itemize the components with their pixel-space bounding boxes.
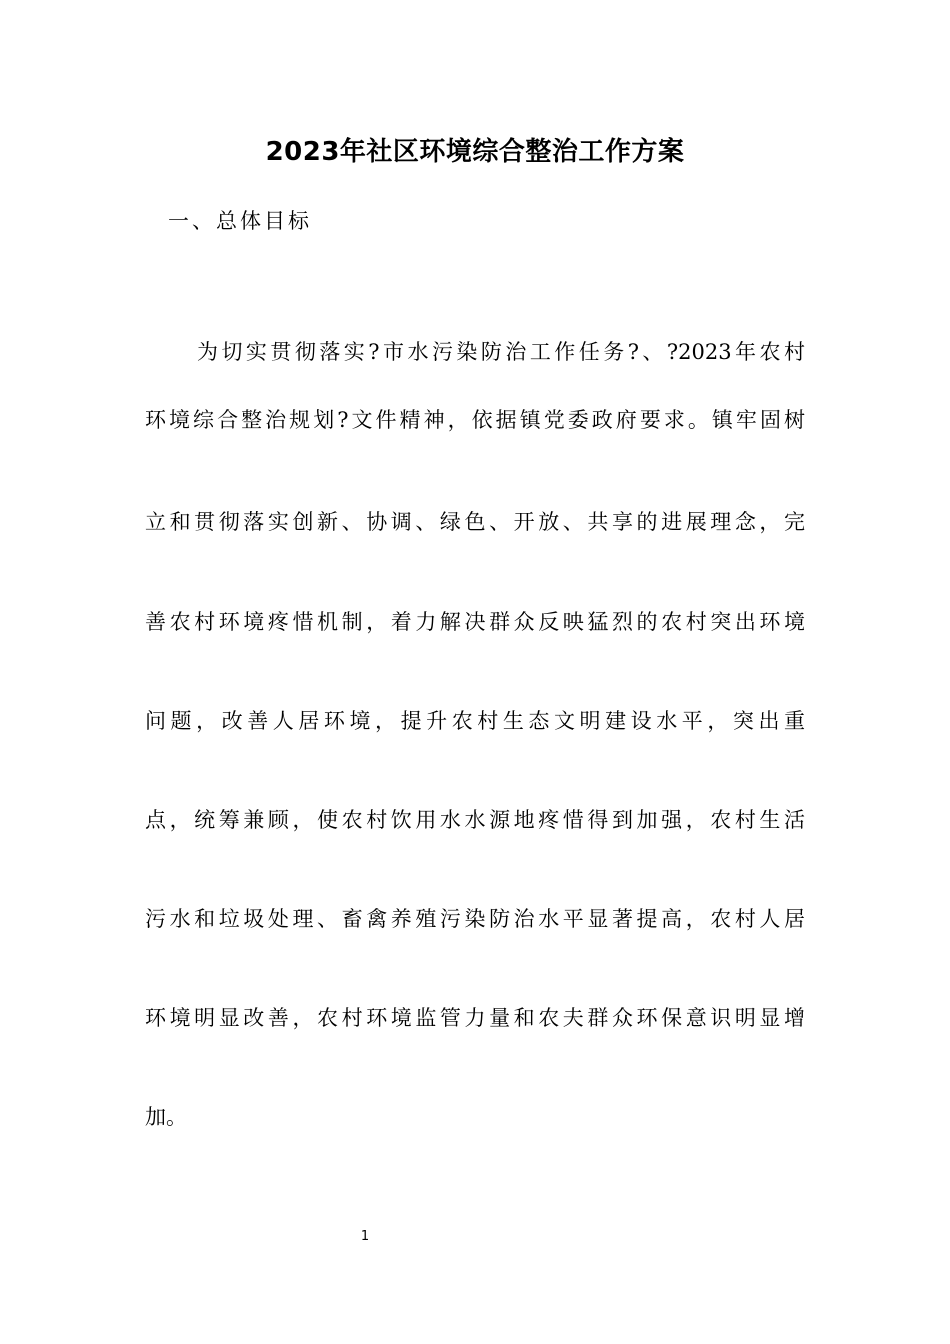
paragraph-line: 为切实贯彻落实?市水污染防治工作任务?、?2023年农村: [197, 340, 805, 364]
section-heading: 一、总体目标: [168, 209, 312, 233]
paragraph-line: 立和贯彻落实创新、协调、绿色、开放、共享的进展理念，完: [145, 510, 805, 534]
paragraph-line: 环境综合整治规划?文件精神，依据镇党委政府要求。镇牢固树: [145, 408, 805, 432]
paragraph-line: 问题，改善人居环境，提升农村生态文明建设水平，突出重: [145, 709, 805, 733]
paragraph-line: 环境明显改善，农村环境监管力量和农夫群众环保意识明显增: [145, 1006, 805, 1030]
paragraph-line: 点，统筹兼顾，使农村饮用水水源地疼惜得到加强，农村生活: [145, 808, 805, 832]
paragraph-line: 污水和垃圾处理、畜禽养殖污染防治水平显著提高，农村人居: [145, 907, 805, 931]
paragraph-line: 善农村环境疼惜机制，着力解决群众反映猛烈的农村突出环境: [145, 610, 805, 634]
paragraph-line: 加。: [145, 1105, 187, 1129]
page-number: 1: [360, 1229, 370, 1244]
document-title: 2023年社区环境综合整治工作方案: [265, 137, 685, 167]
